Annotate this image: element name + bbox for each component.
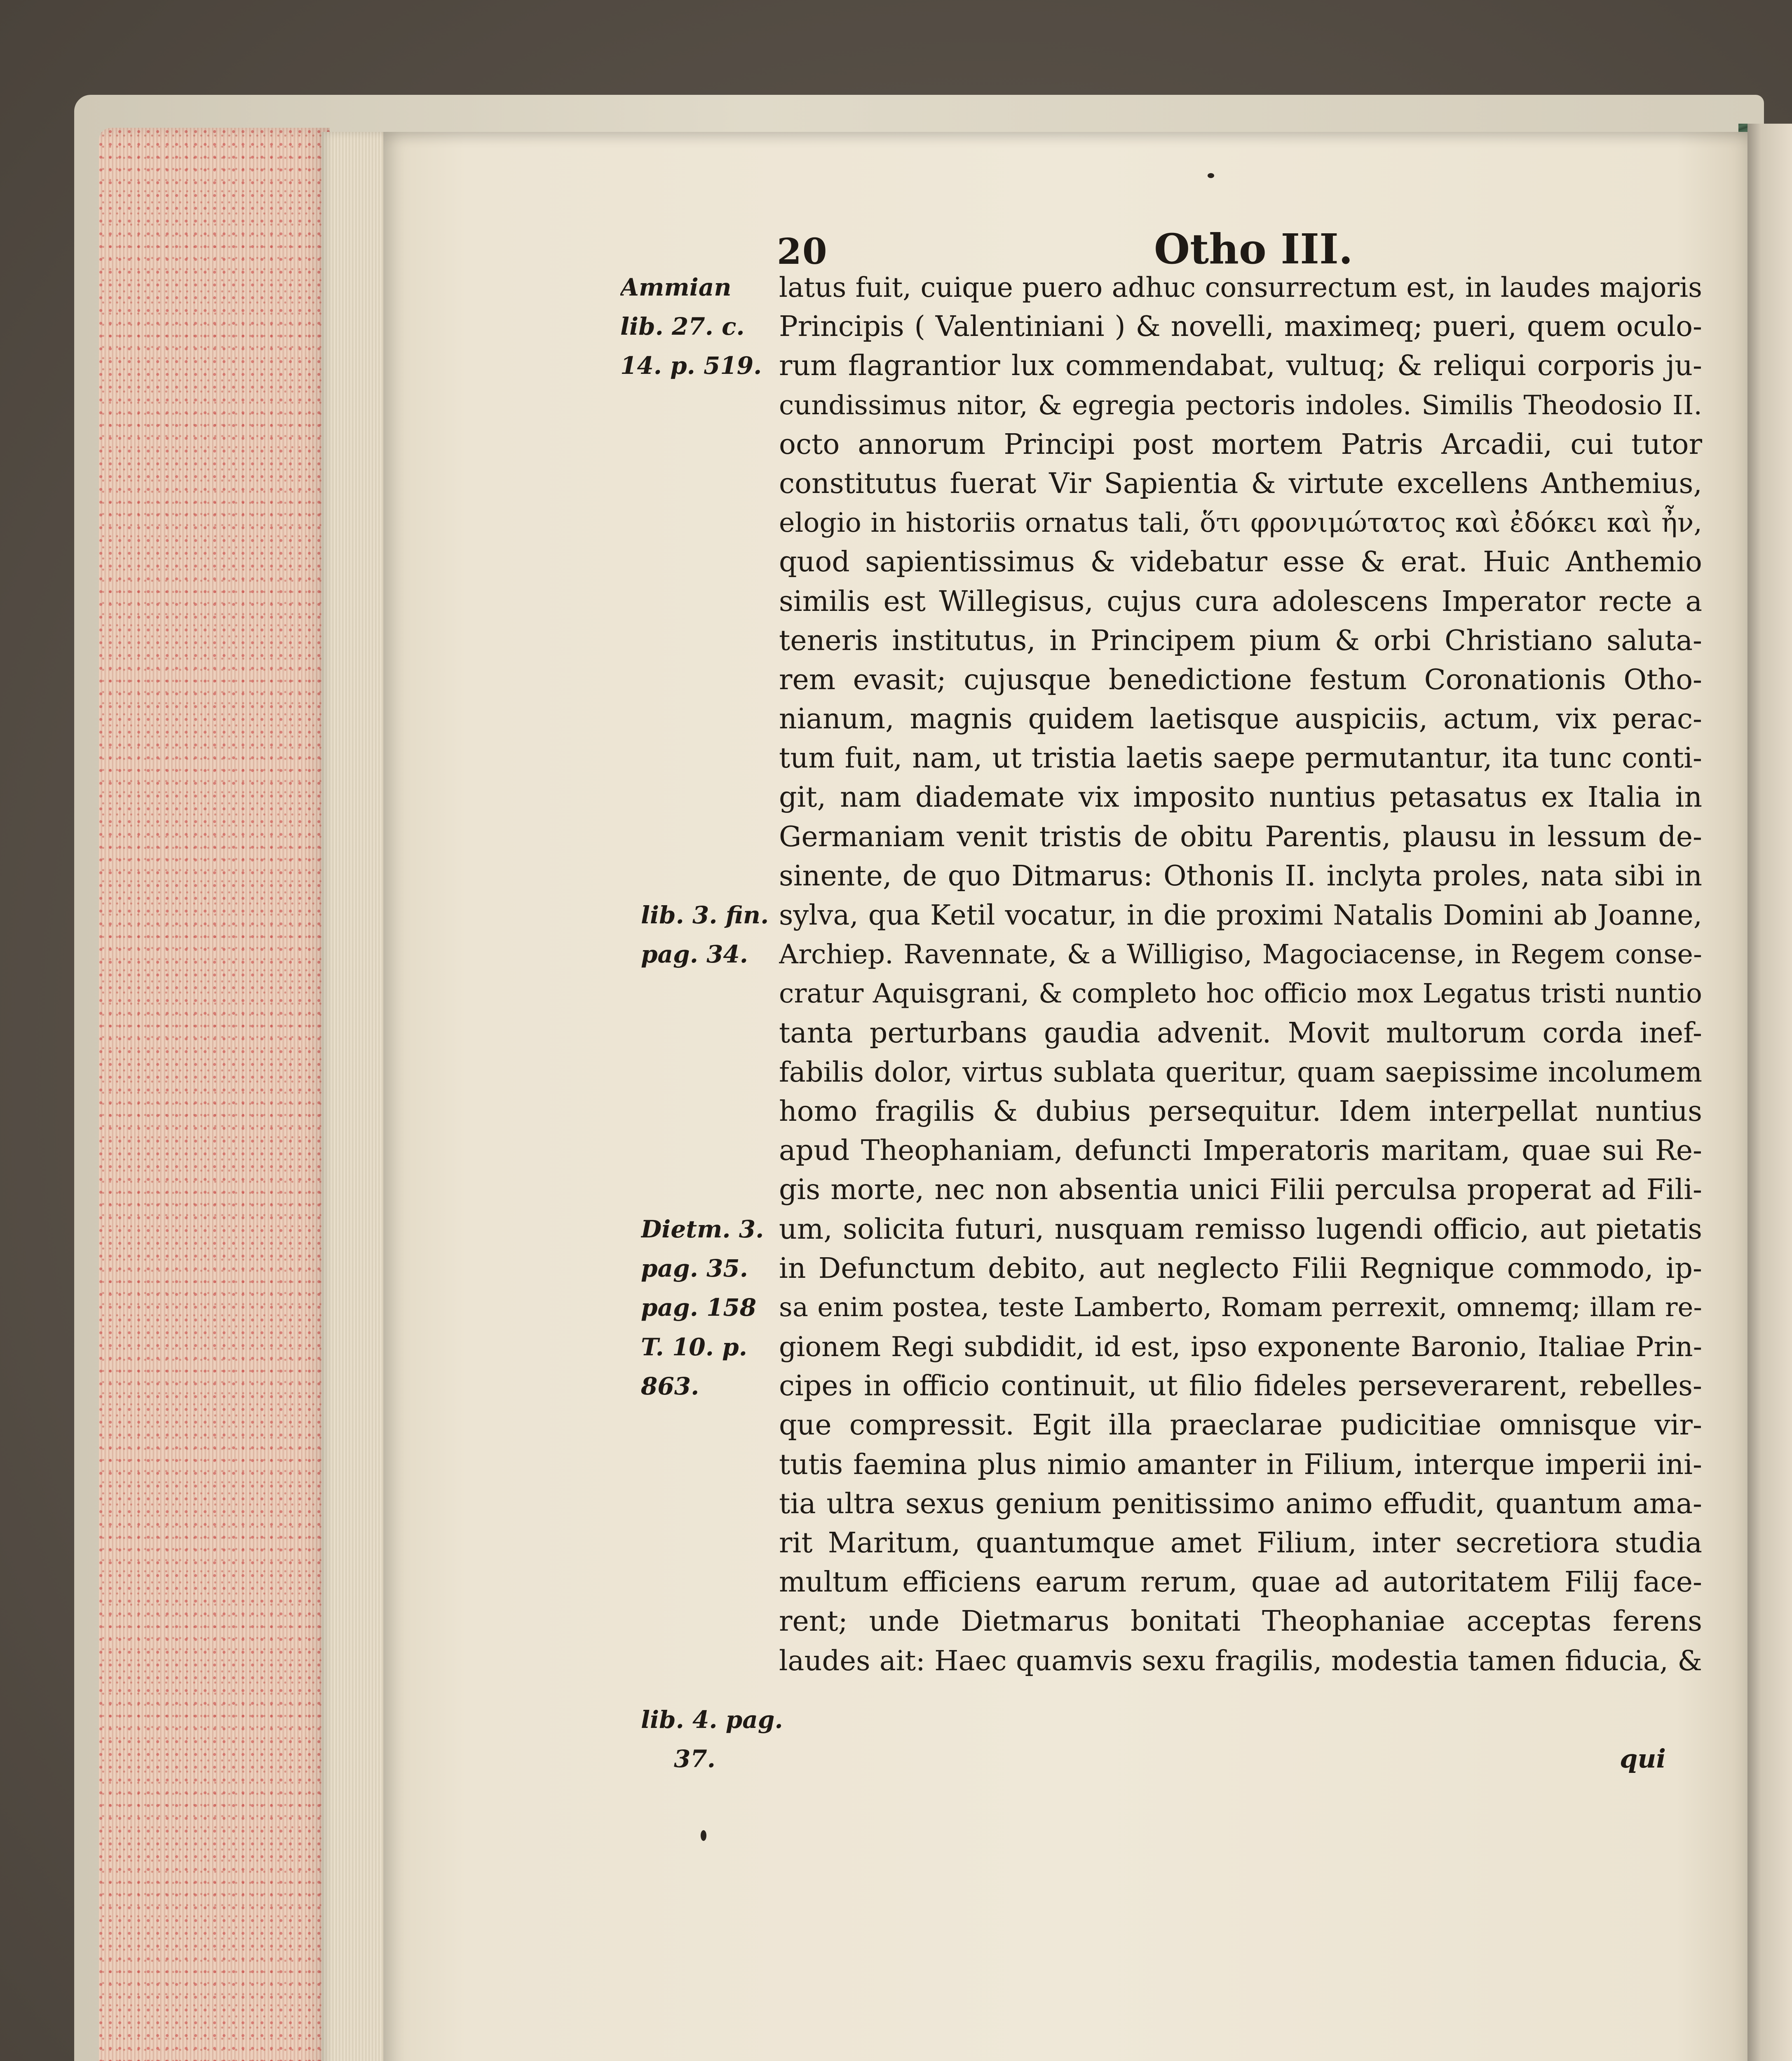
text-line: tia ultra sexus genium penitissimo animo effudit, quantum ama- xyxy=(779,1487,1702,1520)
margin-note-line: pag. 158 xyxy=(641,1293,757,1322)
text-line: cundissimus nitor, & egregia pectoris indoles. Similis Theodosio II. xyxy=(779,390,1702,421)
text-line: rem evasit; cujusque benedictione festum Coronationis Otho- xyxy=(779,663,1702,696)
text-line: tum fuit, nam, ut tristia laetis saepe permutantur, ita tunc conti- xyxy=(779,742,1702,775)
margin-note-line: lib. 27. c. xyxy=(620,312,745,341)
text-line: sa enim postea, teste Lamberto, Romam perrexit, omnemq; illam re- xyxy=(779,1292,1702,1323)
margin-note-line: lib. 4. pag. xyxy=(641,1706,783,1734)
text-line: laudes ait: Haec quamvis sexu fragilis, modestia tamen fiducia, & xyxy=(779,1644,1702,1677)
text-line: multum efficiens earum rerum, quae ad autoritatem Filij face- xyxy=(779,1566,1702,1599)
text-line: sinente, de quo Ditmarus: Othonis II. inclyta proles, nata sibi in xyxy=(779,859,1702,892)
text-line: cipes in officio continuit, ut filio fideles perseverarent, rebelles- xyxy=(779,1370,1702,1403)
margin-note-lib4 xyxy=(641,1700,818,1779)
text-line: Principis ( Valentiniani ) & novelli, maximeq; pueri, quem oculo- xyxy=(779,310,1702,343)
margin-note-line: 863. xyxy=(641,1372,699,1400)
catchword: qui xyxy=(1620,1744,1666,1774)
ink-speck xyxy=(1208,173,1214,178)
text-line: gis morte, nec non absentia unici Filii perculsa properat ad Fili- xyxy=(779,1174,1702,1207)
text-line: rum flagrantior lux commendabat, vultuq; & reliqui corporis ju- xyxy=(779,350,1702,383)
text-line: elogio in historiis ornatus tali, ὅτι φρονιμώτατος καὶ ἐδόκει καὶ ἦν, xyxy=(779,507,1702,539)
text-line: sylva, qua Ketil vocatur, in die proximi Natalis Domini ab Joanne, xyxy=(779,899,1702,931)
margin-note-line: pag. 34. xyxy=(641,940,748,969)
text-line: tanta perturbans gaudia advenit. Movit multorum corda inef- xyxy=(779,1016,1702,1049)
text-line: cratur Aquisgrani, & completo hoc officio mox Legatus tristi nuntio xyxy=(779,978,1702,1009)
margin-note-line: Ammian xyxy=(620,273,732,301)
text-line: apud Theophaniam, defuncti Imperatoris maritam, quae sui Re- xyxy=(779,1134,1702,1167)
text-line: rit Maritum, quantumque amet Filium, inter secretiora studia xyxy=(779,1527,1702,1559)
text-line: Archiep. Ravennate, & a Willigiso, Magociacense, in Regem conse- xyxy=(779,939,1702,970)
margin-note-line: T. 10. p. xyxy=(641,1333,747,1361)
text-line: quod sapientissimus & videbatur esse & erat. Huic Anthemio xyxy=(779,546,1702,579)
margin-note-line: lib. 3. fin. xyxy=(641,901,769,929)
text-line: homo fragilis & dubius persequitur. Idem interpellat nuntius xyxy=(779,1095,1702,1128)
text-line: fabilis dolor, virtus sublata queritur, quam saepissime incolumem xyxy=(779,1056,1702,1088)
text-line: gionem Regi subdidit, id est, ipso exponente Baronio, Italiae Prin- xyxy=(779,1331,1702,1363)
text-line: rent; unde Dietmarus bonitati Theophaniae acceptas ferens xyxy=(779,1605,1702,1638)
sprinkled-fore-edge xyxy=(99,128,330,2061)
text-line: git, nam diademate vix imposito nuntius petasatus ex Italia in xyxy=(779,781,1702,814)
margin-note-line: 37. xyxy=(674,1745,715,1773)
text-line: octo annorum Principi post mortem Patris Arcadii, cui tutor xyxy=(779,428,1702,461)
text-line: similis est Willegisus, cujus cura adolescens Imperator recte a xyxy=(779,585,1702,618)
margin-note-line: 14. p. 519. xyxy=(620,352,762,380)
text-line: tutis faemina plus nimio amanter in Filium, interque imperii ini- xyxy=(779,1448,1702,1481)
page-edges xyxy=(321,132,387,2061)
text-line: um, solicita futuri, nusquam remisso lugendi officio, aut pietatis xyxy=(779,1213,1702,1246)
running-head: Otho III. xyxy=(1154,225,1353,273)
text-line: nianum, magnis quidem laetisque auspiciis, actum, vix perac- xyxy=(779,703,1702,736)
text-line: in Defunctum debito, aut neglecto Filii Regnique commodo, ip- xyxy=(779,1252,1702,1285)
facing-page-edge xyxy=(1747,124,1792,2061)
text-line: Germaniam venit tristis de obitu Parentis, plausu in lessum de- xyxy=(779,820,1702,853)
page-number: 20 xyxy=(777,231,828,272)
margin-note-line: Dietm. 3. xyxy=(641,1215,764,1243)
text-line: que compressit. Egit illa praeclarae pudicitiae omnisque vir- xyxy=(779,1409,1702,1442)
text-line: teneris institutus, in Principem pium & orbi Christiano saluta- xyxy=(779,624,1702,657)
text-line: latus fuit, cuique puero adhuc consurrectum est, in laudes majoris xyxy=(779,272,1702,303)
ink-speck xyxy=(701,1830,706,1841)
text-line: constitutus fuerat Vir Sapientia & virtute excellens Anthemius, xyxy=(779,467,1702,500)
margin-note-line: pag. 35. xyxy=(641,1254,748,1283)
body-text xyxy=(779,268,1702,1681)
margin-note-ammian xyxy=(620,268,797,386)
